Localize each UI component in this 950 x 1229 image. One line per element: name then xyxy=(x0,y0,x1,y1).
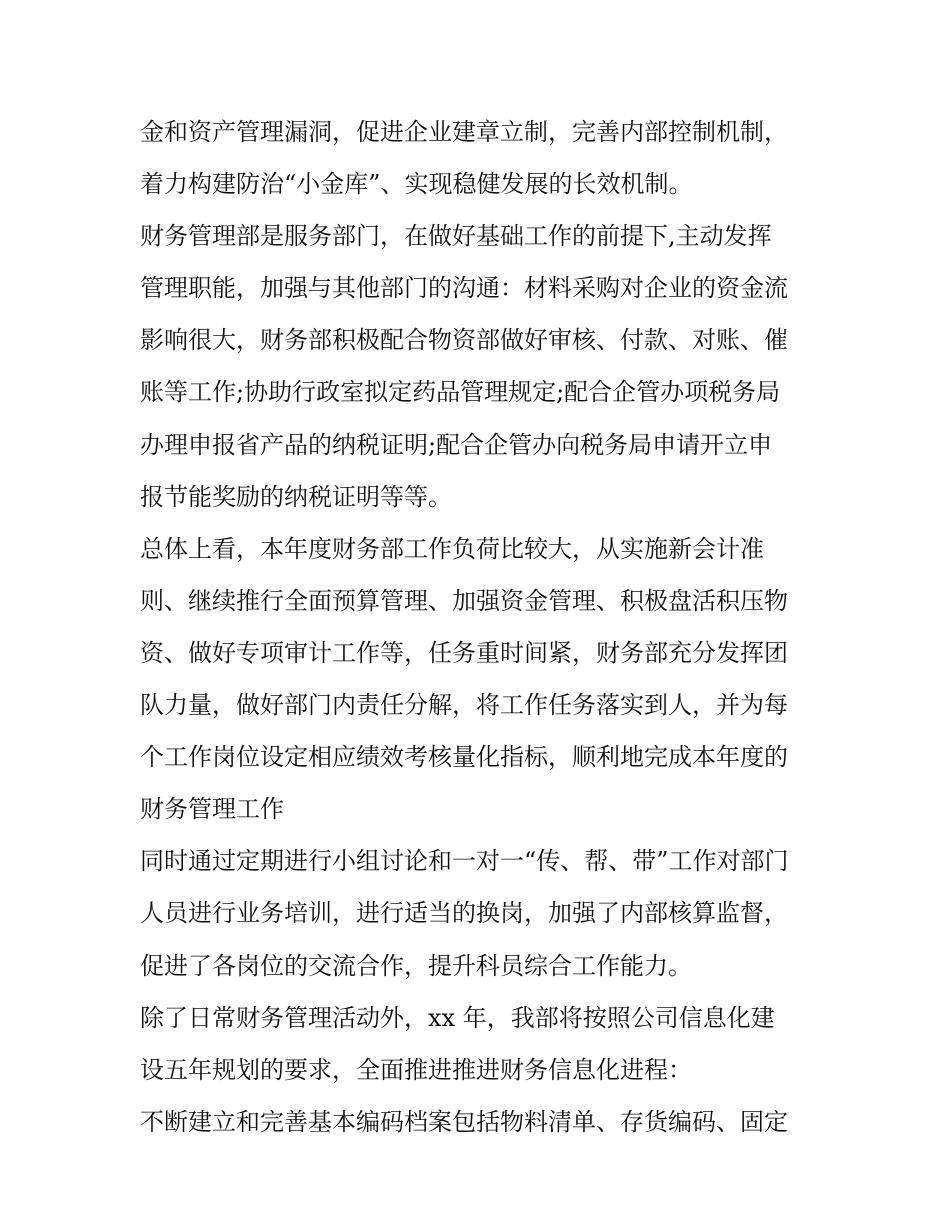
text-line: 促进了各岗位的交流合作，提升科员综合工作能力。 xyxy=(140,951,692,980)
text-line: 管理职能，加强与其他部门的沟通：材料采购对企业的资金流 xyxy=(140,274,788,303)
text-line: 总体上看，本年度财务部工作负荷比较大，从实施新会计准 xyxy=(140,534,764,563)
text-line: 不断建立和完善基本编码档案包括物料清单、存货编码、固定 xyxy=(140,1107,788,1136)
text-line: 则、继续推行全面预算管理、加强资金管理、积极盘活积压物 xyxy=(140,586,788,615)
document-body xyxy=(140,106,820,1148)
text-line: 设五年规划的要求，全面推进推进财务信息化进程： xyxy=(140,1055,692,1084)
text-line: 除了日常财务管理活动外，xx 年，我部将按照公司信息化建 xyxy=(140,1003,775,1032)
text-line: 报节能奖励的纳税证明等等。 xyxy=(140,482,452,511)
text-line: 办理申报省产品的纳税证明;配合企管办向税务局申请开立申 xyxy=(140,430,773,459)
text-line: 财务管理工作 xyxy=(140,795,284,824)
text-line: 资、做好专项审计工作等，任务重时间紧，财务部充分发挥团 xyxy=(140,638,788,667)
text-line: 影响很大，财务部积极配合物资部做好审核、付款、对账、催 xyxy=(140,326,788,355)
text-line: 个工作岗位设定相应绩效考核量化指标，顺利地完成本年度的 xyxy=(140,743,788,772)
text-line: 金和资产管理漏洞，促进企业建章立制，完善内部控制机制， xyxy=(140,118,788,146)
text-line: 财务管理部是服务部门，在做好基础工作的前提下,主动发挥 xyxy=(140,222,772,251)
text-line: 账等工作;协助行政室拟定药品管理规定;配合企管办项税务局 xyxy=(140,378,781,407)
text-line: 人员进行业务培训，进行适当的换岗，加强了内部核算监督， xyxy=(140,899,788,928)
text-line: 同时通过定期进行小组讨论和一对一“传、帮、带”工作对部门 xyxy=(140,847,789,876)
text-line: 着力构建防治“小金库”、实现稳健发展的长效机制。 xyxy=(140,170,693,199)
text-line: 队力量，做好部门内责任分解，将工作任务落实到人，并为每 xyxy=(140,691,788,720)
